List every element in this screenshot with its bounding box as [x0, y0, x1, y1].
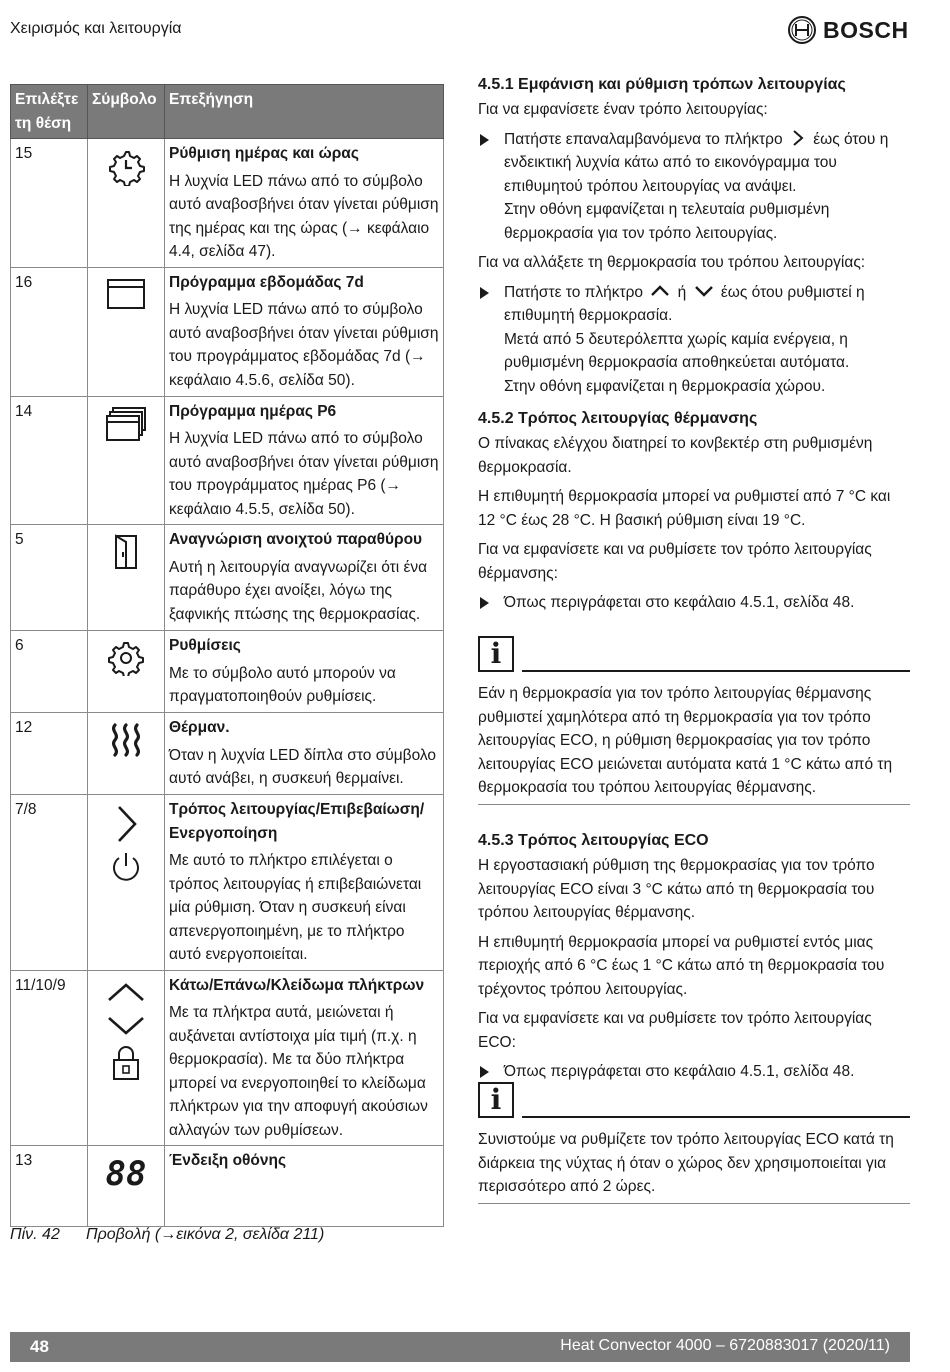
- control-elements-table: [10, 84, 444, 1227]
- chevron-right-icon: [111, 804, 141, 844]
- row-title: Θέρμαν.: [169, 719, 230, 736]
- chevron-up-icon: [106, 980, 146, 1006]
- chevron-up-icon: [650, 284, 670, 298]
- row-position: 11/10/9: [11, 970, 88, 1146]
- day-program-icon: [105, 406, 147, 442]
- row-position: 5: [11, 525, 88, 631]
- section-paragraph: Η εργοστασιακή ρύθμιση της θερμοκρασίας για τον τρόπο λειτουργίας ECO είναι 3 °C κάτω από τη θερμοκρασία του τρόπου λειτουργίας θέρμανσης.: [478, 857, 875, 921]
- info-icon: i: [478, 636, 514, 672]
- row-symbol: [88, 396, 165, 525]
- row-symbol: [88, 525, 165, 631]
- bullet-text: Όπως περιγράφεται στο κεφάλαιο 4.5.1, σελίδα 48.: [504, 1063, 855, 1080]
- col-header-symbol: Σύμβολο: [88, 85, 165, 139]
- row-title: Πρόγραμμα εβδομάδας 7d: [169, 273, 364, 291]
- row-text: Η λυχνία LED πάνω από το σύμβολο αυτό αναβοσβήνει όταν γίνεται ρύθμιση του προγράμματος ημέρας P6 (→ κεφάλαιο 4.5.5, σελίδα 50).: [169, 430, 439, 518]
- bullet-result: Μετά από 5 δευτερόλεπτα χωρίς καμία ενέργεια, η ρυθμισμένη θερμοκρασία αποθηκεύεται αυτόματα.: [504, 330, 850, 371]
- table-caption-number: Πίν. 42: [10, 1226, 60, 1243]
- info-text: Συνιστούμε να ρυθμίζετε τον τρόπο λειτουργίας ECO κατά τη διάρκεια της νύχτας ή όταν ο χώρος δεν χρησιμοποιείται για περισσότερο από 2 ώρες.: [478, 1128, 910, 1204]
- section-paragraph: Για να εμφανίσετε έναν τρόπο λειτουργίας:: [478, 101, 768, 118]
- row-title: Κάτω/Επάνω/Κλείδωμα πλήκτρων: [169, 976, 425, 994]
- row-position: 15: [11, 139, 88, 268]
- row-symbol: [88, 139, 165, 268]
- section-4-5-2: [478, 408, 910, 621]
- col-header-position: Επιλέξτε τη θέση: [11, 85, 88, 139]
- bullet-text: Όπως περιγράφεται στο κεφάλαιο 4.5.1, σελίδα 48.: [504, 594, 855, 611]
- open-window-icon: [111, 534, 141, 570]
- row-title: Ένδειξη οθόνης: [169, 1152, 287, 1169]
- list-item: [478, 128, 910, 246]
- row-symbol: [88, 970, 165, 1146]
- section-paragraph: Για να αλλάξετε τη θερμοκρασία του τρόπου λειτουργίας:: [478, 254, 866, 271]
- bullet-result: Στην οθόνη εμφανίζεται η θερμοκρασία χώρου.: [504, 377, 826, 395]
- heating-icon: [109, 722, 143, 758]
- bosch-logo: [787, 15, 909, 45]
- row-title: Ρύθμιση ημέρας και ώρας: [169, 145, 359, 162]
- week-program-icon: [106, 277, 146, 311]
- row-symbol: [88, 713, 165, 795]
- row-position: 16: [11, 267, 88, 396]
- row-text: Με το σύμβολο αυτό μπορούν να πραγματοποιηθούν ρυθμίσεις.: [169, 664, 396, 705]
- row-symbol: [88, 1146, 165, 1227]
- list-item: [478, 281, 910, 399]
- section-heading: 4.5.3 Τρόπος λειτουργίας ECO: [478, 832, 709, 849]
- brand-name: BOSCH: [823, 16, 909, 43]
- table-caption: [10, 1226, 324, 1244]
- section-heading: 4.5.1 Εμφάνιση και ρύθμιση τρόπων λειτουργίας: [478, 76, 846, 93]
- power-icon: [109, 850, 143, 884]
- row-symbol: [88, 795, 165, 971]
- section-paragraph: Για να εμφανίσετε και να ρυθμίσετε τον τρόπο λειτουργίας ECO:: [478, 1010, 872, 1051]
- row-symbol: [88, 631, 165, 713]
- footer-document-info: Heat Convector 4000 – 6720883017 (2020/11): [560, 1337, 890, 1354]
- row-text: Αυτή η λειτουργία αναγνωρίζει ότι ένα παράθυρο έχει ανοίξει, λόγω της ξαφνικής πτώσης της θερμοκρασίας.: [169, 558, 428, 623]
- chevron-down-icon: [106, 1012, 146, 1038]
- row-text: Με τα πλήκτρα αυτά, μειώνεται ή αυξάνεται αντίστοιχα μία τιμή (π.χ. η θερμοκρασία). Με τα δύο πλήκτρα μπορεί να ενεργοποιηθεί το κλείδωμα πλήκτρων για την αποφυγή ακούσιων αλλαγών των ρυθμίσεων.: [169, 1004, 428, 1139]
- table-row: [11, 1146, 444, 1227]
- row-position: 6: [11, 631, 88, 713]
- section-paragraph: Η επιθυμητή θερμοκρασία μπορεί να ρυθμιστεί από 7 °C και 12 °C έως 28 °C. Η βασική ρύθμιση είναι 19 °C.: [478, 488, 891, 529]
- row-symbol: [88, 267, 165, 396]
- bullet-text: Πατήστε επαναλαμβανόμενα το πλήκτρο: [504, 130, 783, 148]
- gear-icon: [108, 640, 144, 676]
- row-position: 14: [11, 396, 88, 525]
- info-box: [478, 632, 910, 805]
- section-paragraph: Ο πίνακας ελέγχου διατηρεί το κονβεκτέρ στη ρυθμισμένη θερμοκρασία.: [478, 435, 873, 476]
- page-header-title: Χειρισμός και λειτουργία: [10, 20, 182, 37]
- bullet-triangle-icon: [480, 597, 489, 609]
- table-row: [11, 396, 444, 525]
- bullet-text: ή: [677, 283, 687, 301]
- row-position: 7/8: [11, 795, 88, 971]
- row-title: Ρυθμίσεις: [169, 637, 241, 654]
- row-position: 13: [11, 1146, 88, 1227]
- table-row: [11, 970, 444, 1146]
- display-88-icon: [102, 1155, 150, 1191]
- bullet-text: έως ότου ρυθμιστεί η επιθυμητή θερμοκρασία.: [504, 283, 865, 324]
- list-item: [478, 591, 910, 615]
- section-4-5-1: [478, 74, 910, 404]
- table-row: [11, 267, 444, 396]
- bullet-triangle-icon: [480, 134, 489, 146]
- table-row: [11, 525, 444, 631]
- table-caption-text: Προβολή (→εικόνα 2, σελίδα 211): [86, 1226, 325, 1243]
- row-title: Πρόγραμμα ημέρας P6: [169, 402, 337, 420]
- bullet-result: Στην οθόνη εμφανίζεται η τελευταία ρυθμισμένη θερμοκρασία για τον τρόπο λειτουργίας.: [504, 201, 830, 242]
- info-divider: [522, 670, 910, 672]
- bullet-text: έως ότου η ενδεικτική λυχνία κάτω από το εικονόγραμμα του επιθυμητού τρόπου λειτουργίας να ανάψει.: [504, 130, 889, 195]
- lock-icon: [111, 1044, 141, 1082]
- col-header-description: Επεξήγηση: [165, 85, 444, 139]
- section-heading: 4.5.2 Τρόπος λειτουργίας θέρμανσης: [478, 410, 758, 427]
- row-text: Με αυτό το πλήκτρο επιλέγεται ο τρόπος λειτουργίας ή επιβεβαιώνεται μία ρύθμιση. Όταν η συσκευή είναι απενεργοποιημένη, με το πλήκτρο αυτό ενεργοποιείται.: [169, 852, 422, 963]
- table-row: [11, 631, 444, 713]
- row-position: 12: [11, 713, 88, 795]
- bullet-text: Πατήστε το πλήκτρο: [504, 283, 644, 301]
- display-88-text: 88: [105, 1155, 147, 1191]
- chevron-right-icon: [791, 129, 805, 147]
- row-text: Η λυχνία LED πάνω από το σύμβολο αυτό αναβοσβήνει όταν γίνεται ρύθμιση της ημέρας και της ώρας (→ κεφάλαιο 4.4, σελίδα 47).: [169, 172, 439, 260]
- bosch-armature-icon: [787, 15, 817, 45]
- row-title: Αναγνώριση ανοιχτού παραθύρου: [169, 531, 423, 548]
- info-icon: i: [478, 1082, 514, 1118]
- info-text: Εάν η θερμοκρασία για τον τρόπο λειτουργίας θέρμανσης ρυθμιστεί χαμηλότερα από τη θερμοκρασία για τον τρόπο λειτουργίας ECO, η ρύθμιση θερμοκρασίας για τον τρόπο λειτουργίας ECO μειώνεται αυτόματα κατά 1 °C κάτω από τη θερμοκρασία του τρόπου λειτουργίας θέρμανσης.: [478, 682, 910, 805]
- row-text: Όταν η λυχνία LED δίπλα στο σύμβολο αυτό ανάβει, η συσκευή θερμαίνει.: [169, 746, 437, 787]
- section-paragraph: Η επιθυμητή θερμοκρασία μπορεί να ρυθμιστεί εντός μιας περιοχής από 6 °C έως 1 °C κάτω από τη θερμοκρασία του τρέχοντος τρόπου λειτουργίας.: [478, 933, 885, 998]
- section-paragraph: Για να εμφανίσετε και να ρυθμίσετε τον τρόπο λειτουργίας θέρμανσης:: [478, 541, 872, 582]
- row-title: Τρόπος λειτουργίας/Επιβεβαίωση/ Ενεργοποίηση: [169, 801, 425, 842]
- section-4-5-3: [478, 830, 910, 1090]
- clock-gear-icon: [107, 148, 145, 186]
- info-divider: [522, 1116, 910, 1118]
- table-row: [11, 713, 444, 795]
- row-text: Η λυχνία LED πάνω από το σύμβολο αυτό αναβοσβήνει όταν γίνεται ρύθμιση του προγράμματος εβδομάδας 7d (→ κεφάλαιο 4.5.6, σελίδα 50).: [169, 301, 439, 389]
- bullet-triangle-icon: [480, 1066, 489, 1078]
- bullet-triangle-icon: [480, 287, 489, 299]
- chevron-down-icon: [694, 284, 714, 298]
- page-number: 48: [30, 1337, 49, 1356]
- info-box: [478, 1078, 910, 1204]
- page-footer: [10, 1332, 910, 1362]
- table-row: [11, 139, 444, 268]
- table-row: [11, 795, 444, 971]
